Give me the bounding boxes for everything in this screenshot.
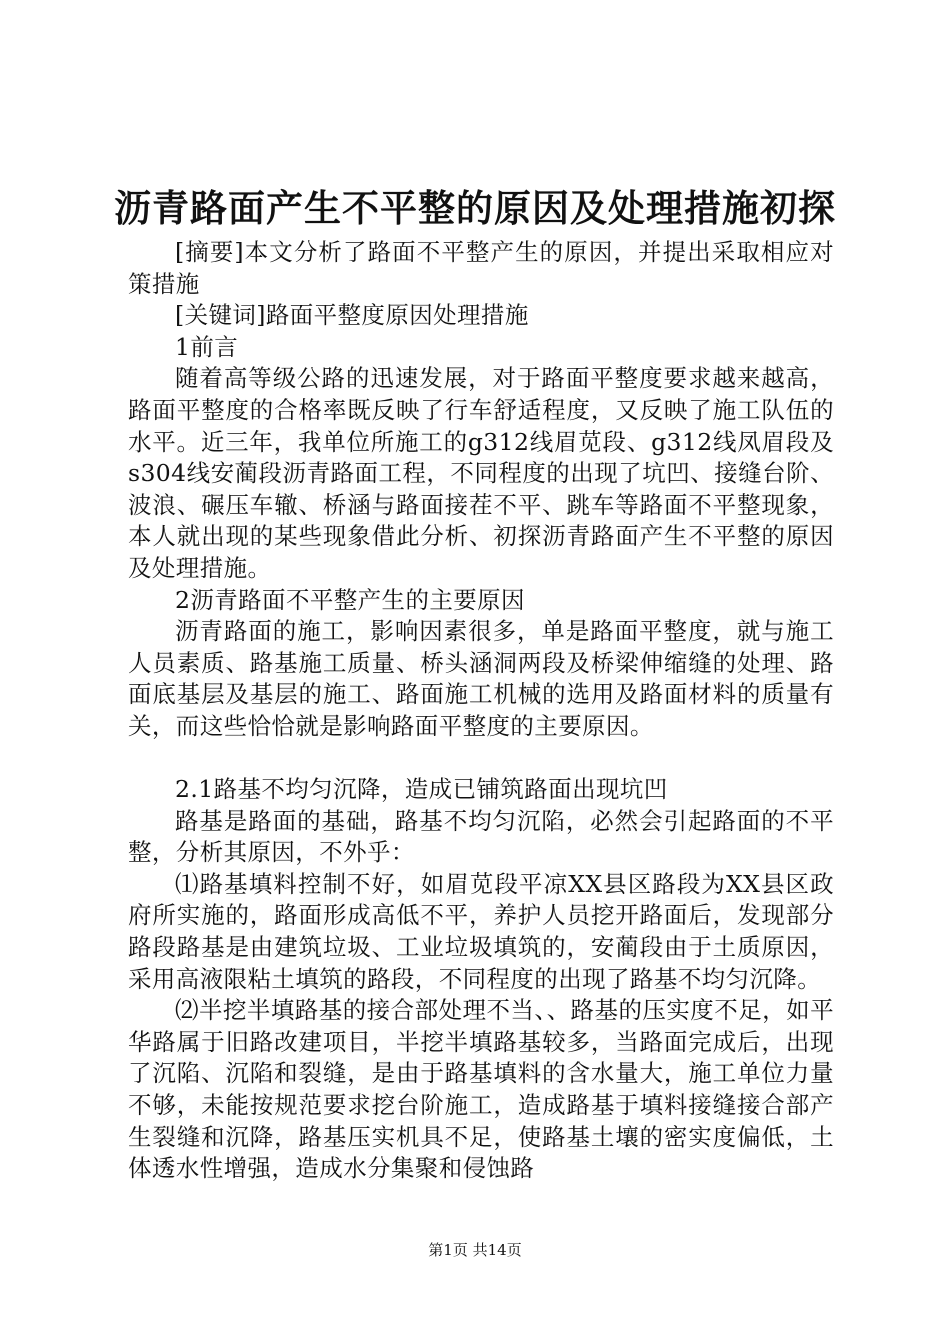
page-footer: 第1页 共14页	[428, 1241, 522, 1259]
subsection-heading-subgrade: 2.1路基不均匀沉降，造成已铺筑路面出现坑凹	[175, 775, 668, 804]
body-paragraph: 路基是路面的基础，路基不均匀沉陷，必然会引起路面的不平整，分析其原因，不外乎：	[128, 806, 834, 867]
document-title: 沥青路面产生不平整的原因及处理措施初探	[114, 186, 836, 230]
body-paragraph: 沥青路面的施工，影响因素很多，单是路面平整度，就与施工人员素质、路基施工质量、桥头涵洞两段及桥梁伸缩缝的处理、路面底基层及基层的施工、路面施工机械的选用及路面材料的质量有关，而这些恰恰就是影响路面平整度的主要原因。	[128, 617, 834, 740]
section-heading-causes: 2沥青路面不平整产生的主要原因	[175, 585, 525, 614]
document-body	[128, 237, 834, 1185]
paragraph-spacer	[128, 743, 834, 775]
section-heading-preface: 1前言	[175, 332, 239, 361]
body-paragraph: 随着高等级公路的迅速发展，对于路面平整度要求越来越高，路面平整度的合格率既反映了行车舒适程度，又反映了施工队伍的水平。近三年，我单位所施工的g312线眉苋段、g312线凤眉段及s304线安蔺段沥青路面工程，不同程度的出现了坑凹、接缝台阶、波浪、碾压车辙、桥涵与路面接茬不平、跳车等路面不平整现象，本人就出现的某些现象借此分析、初探沥青路面产生不平整的原因及处理措施。	[128, 364, 834, 582]
keywords-paragraph: [关键词]路面平整度原因处理措施	[175, 301, 529, 330]
list-item-paragraph: ⑵半挖半填路基的接合部处理不当、、路基的压实度不足，如平华路属于旧路改建项目，半挖半填路基较多，当路面完成后，出现了沉陷、沉陷和裂缝，是由于路基填料的含水量大，施工单位力量不够，未能按规范要求挖台阶施工，造成路基于填料接缝接合部产生裂缝和沉降，路基压实机具不足，使路基土壤的密实度偏低，土体透水性增强，造成水分集聚和侵蚀路	[128, 996, 834, 1183]
list-item-paragraph: ⑴路基填料控制不好，如眉苋段平凉XX县区路段为XX县区政府所实施的，路面形成高低不平，养护人员挖开路面后，发现部分路段路基是由建筑垃圾、工业垃圾填筑的，安蔺段由于土质原因，采用高液限粘土填筑的路段，不同程度的出现了路基不均匀沉降。	[128, 869, 834, 993]
abstract-paragraph: [摘要]本文分析了路面不平整产生的原因，并提出采取相应对策措施	[128, 238, 834, 298]
